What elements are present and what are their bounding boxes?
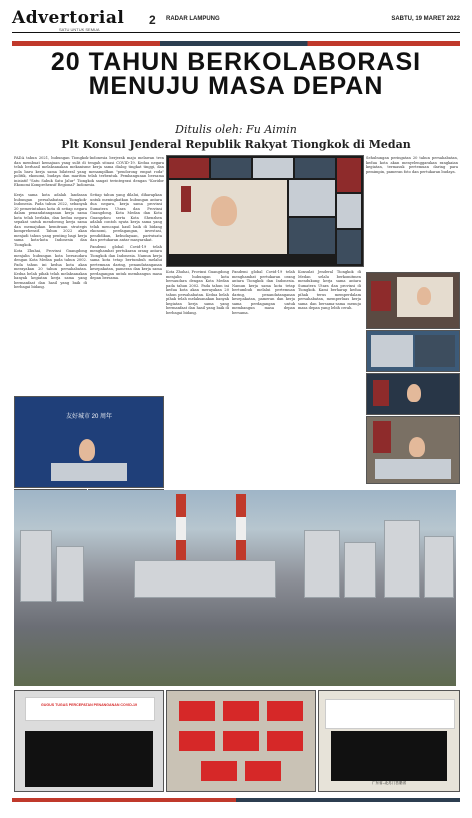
article-column-2 — [90, 193, 162, 369]
city-panorama-photo — [14, 490, 456, 686]
ceremony-photo — [318, 690, 460, 792]
donation-handover-photo — [14, 690, 164, 792]
banner-photo — [14, 396, 164, 488]
ceremony-caption: 广东省–北苏门答腊省 — [371, 781, 407, 785]
page-number: 2 — [149, 13, 156, 27]
medical-supplies-photo — [166, 690, 316, 792]
section-title: Advertorial — [12, 8, 125, 28]
byline: Ditulis oleh: Fu Aimin — [175, 123, 297, 136]
banner-text: 友好城市 20 周年 — [65, 414, 112, 420]
decorative-band — [12, 41, 460, 46]
article-column-6: Sehubungan peringatan 20 tahun persahabatan, kedua kota akan menyelenggarakan rangkaian kegiatan, termasuk pertemuan daring para pemimpin, pameran foto dan pertukaran budaya. — [366, 156, 458, 174]
donation-banner-text: GUGUS TUGAS PERCEPATAN PENANGANAN COVID-19 — [40, 703, 138, 707]
section-subtitle: SATU UNTUK SEMUA — [59, 27, 100, 32]
issue-date: SABTU, 19 MARET 2022 — [391, 16, 460, 22]
author-title: Plt Konsul Jenderal Republik Rakyat Tiongkok di Medan — [61, 138, 411, 151]
paragraph: Setiap tahun yang dilalui, diharapkan untuk meningkatkan hubungan antara dua negara, kerja sama provinsi Sumatera Utara dan Provinsi Guangdong. Kota Medan dan Kota Guangzhou serta Kota Shenzhen adalah contoh nyata kerja sama yang telah mencapai hasil baik di bidang ekonomi, perdagangan, investasi, pendidikan, kebudayaan, pariwisata dan pertukaran antar masyarakat. — [90, 193, 162, 242]
article-column-4: Pandemi global Covid-19 telah menghambat pertukaran orang antara Tiongkok dan Indonesia. Namun kerja sama kota tetap bertumbuh melalui pertemuan daring, penandatanganan kesepakatan, pameran dan kerja sama perdagangan untuk membangun masa depan bersama. — [232, 270, 295, 315]
headline — [12, 50, 460, 98]
meeting-photo-2 — [366, 330, 460, 372]
article-column-3: Kota Zhuhai, Provinsi Guangdong menjalin hubungan kota bersaudara dengan Kota Medan pada tahun 2002. Pada tahun ini kedua kota akan merayakan 20 tahun persahabatan. Kedua belah pihak telah melaksanakan banyak kegiatan kerja sama yang bermanfaat dan hasil yang baik di berbagai bidang. — [166, 270, 229, 315]
article-column-1 — [14, 193, 87, 393]
meeting-photo-4 — [366, 416, 460, 484]
paragraph: Kerja sama kota adalah landasan hubungan persahabatan Tiongkok-Indonesia. Pada tahun 2022, sebanyak 20 pemerintahan kota di setiap negara dalam penandatanganan kerja sama kota telah berlaku, dan kedua negara sepakat untuk mendorong kerja sama dan memajukan kemitraan strategis komprehensif. Tahun 2022 akan menjadi tahun yang penting bagi kerja sama kota-kota Indonesia dan Tiongkok. — [14, 193, 87, 247]
headline-line-1: 20 TAHUN BERKOLABORASI — [50, 48, 422, 76]
article-column-5: Konsulat Jenderal Tiongkok di Medan selalu berkomitmen mendukung kerja sama antara Sumatera Utara dan provinsi di Tiongkok. Kami berharap kedua pihak terus memperdalam persahabatan, memperluas kerja sama dan bersama-sama menuju masa depan yang lebih cerah. — [298, 270, 361, 310]
paragraph: Kota Zhuhai, Provinsi Guangdong menjalin hubungan kota bersaudara dengan Kota Medan pada tahun 2002. Pada tahun ini kedua kota akan merayakan 20 tahun persahabatan. Kedua belah pihak telah melaksanakan banyak kegiatan kerja sama yang bermanfaat dan hasil yang baik di berbagai bidang. — [14, 249, 87, 289]
headline-line-2: MENUJU MASA DEPAN — [88, 72, 384, 100]
meeting-photo-1 — [366, 272, 460, 329]
video-conference-photo — [166, 155, 364, 267]
decorative-bottom-band — [12, 798, 460, 802]
header-rule — [12, 32, 460, 33]
newspaper-name: RADAR LAMPUNG — [166, 16, 220, 22]
meeting-photo-3 — [366, 373, 460, 415]
article-lead: PADA tahun 2021, hubungan Tiongkok-Indonesia berjerak maju melawan tren dan membuat kemajuan yang sulit di tengah situasi COVID-19. Kedua negara telah berhasil melaksanakan mekanisme kerja sama dialog tingkat tinggi, dan pola baru kerja sama bilateral yang menampilkan "pendorong empat roda" politik, ekonomi, budaya dan maritim telah terbentuk. Pembangunan bersama inisiatif "Satu Sabuk Satu Jalur" Tiongkok sangat terintegrasi dengan "Koridor Ekonomi Komprehensif Regional" Indonesia. — [14, 156, 164, 187]
paragraph: Pandemi global Covid-19 telah menghambat pertukaran orang antara Tiongkok dan Indonesia. Namun kerja sama kota tetap bertumbuh melalui pertemuan daring, penandatanganan kesepakatan, pameran dan kerja sama perdagangan untuk membangun masa depan bersama. — [90, 244, 162, 280]
